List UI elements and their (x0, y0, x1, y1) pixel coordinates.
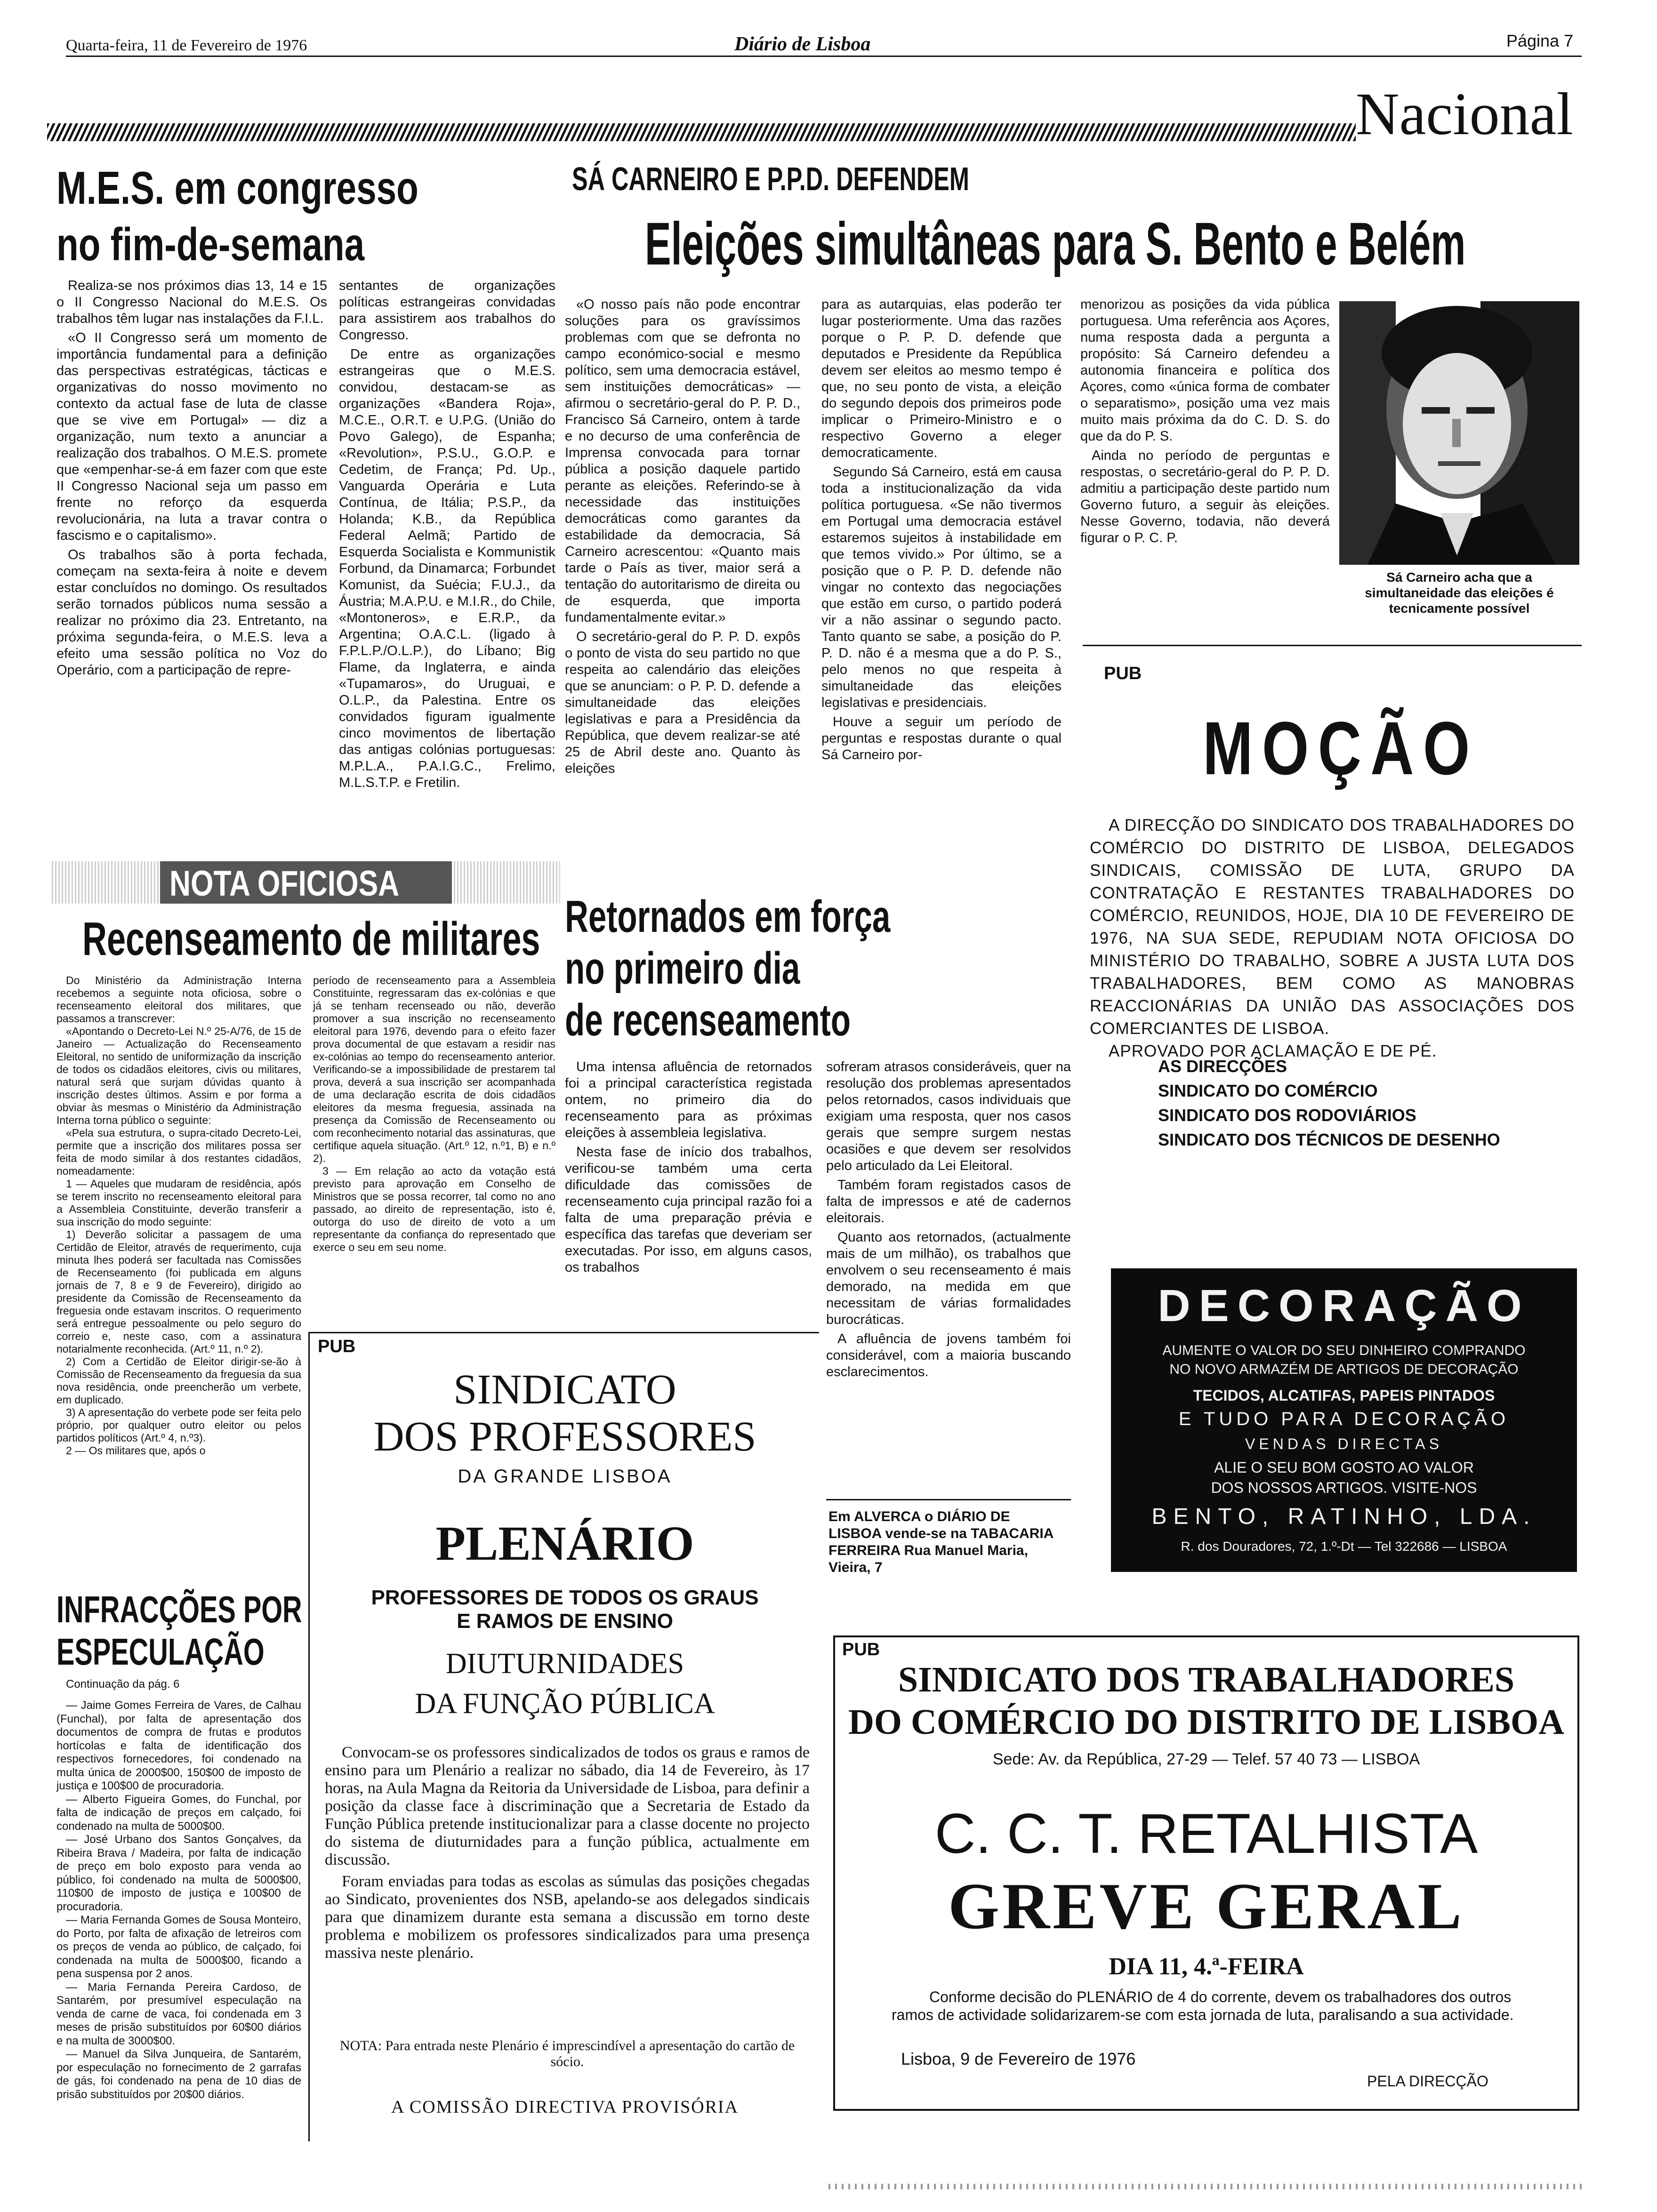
greve-sign: PELA DIRECÇÃO (1367, 2073, 1488, 2090)
prof-topic-2: DA FUNÇÃO PÚBLICA (415, 1688, 715, 1720)
sa-column-2 (821, 297, 1062, 766)
mes-title-line2: no fim-de-semana (56, 218, 365, 270)
masthead-date: Quarta-feira, 11 de Fevereiro de 1976 (66, 37, 307, 54)
masthead-rule (66, 56, 1582, 57)
greve-cct: C. C. T. RETALHISTA (934, 1802, 1478, 1865)
prof-pub-label: PUB (318, 1337, 356, 1356)
infraccoes-title-line1: INFRACÇÕES POR (56, 1588, 302, 1630)
mocao-signer: AS DIRECÇÕES (1158, 1057, 1287, 1076)
retornados-column-1 (565, 1059, 812, 1279)
mes-paragraph: sentantes de organizações políticas estrangeiras convidadas para assistirem aos trabalhos do Congresso. (339, 278, 555, 343)
decoracao-line-6: ALIE O SEU BOM GOSTO AO VALOR (1214, 1459, 1474, 1476)
nota-paragraph: «Apontando o Decreto-Lei N.º 25-A/76, de 15 de Janeiro — Actualização do Recenseamento Eleitoral, no sentido de uniformização da inscrição de todos os cidadãos eleitores, civis ou militares, natural será que surjam dúvidas quanto à inscrição destes últimos. Assim e por forma a obviar às mesmas o Ministério da Administração Interna torna público o seguinte: (56, 1025, 301, 1126)
retornados-paragraph: sofreram atrasos consideráveis, quer na resolução dos problemas apresentados pelos retornados, casos individuais que exigiam uma resposta, quer nos casos gerais que sempre surgem nestas ocasiões e que devem ser resolvidos pelo articulado da Lei Eleitoral. (826, 1059, 1071, 1173)
retornados-paragraph: Quanto aos retornados, (actualmente mais de um milhão), os trabalhos que envolvem o seu recenseamento é mais demorado, na medida em que necessitam de várias formalidades burocráticas. (826, 1230, 1071, 1327)
infraccoes-body (56, 1699, 301, 2101)
mes-column-2 (339, 278, 555, 794)
nota-column-1 (56, 974, 301, 1457)
prof-title-1: SINDICATO (453, 1366, 676, 1413)
prof-line-1: PROFESSORES DE TODOS OS GRAUS (371, 1586, 759, 1609)
alverca-top-rule (826, 1499, 1071, 1500)
mocao-pub-label: PUB (1104, 664, 1142, 683)
greve-ad (833, 1635, 1579, 2111)
mocao-signer: SINDICATO DOS RODOVIÁRIOS (1158, 1106, 1416, 1125)
mocao-signers (1158, 1054, 1500, 1152)
prof-topic-1: DIUTURNIDADES (445, 1648, 684, 1680)
prof-body (325, 1744, 810, 1962)
greve-title: GREVE GERAL (948, 1870, 1464, 1943)
nota-title: Recenseamento de militares (82, 913, 540, 965)
decoracao-address: R. dos Douradores, 72, 1.º-Dt — Tel 322686 — LISBOA (1181, 1539, 1507, 1554)
mes-paragraph: Os trabalhos são à porta fechada, começam na sexta-feira à noite e devem estar concluídos no domingo. Os resultados serão tornados públicos numa sessão a realizar no próximo dia 23. Entretanto, na próxima segunda-feira, o M.E.S. leva a efeito uma sessão política no Voz do Operário, com a participação de repre- (56, 547, 327, 678)
prof-line-2: E RAMOS DE ENSINO (457, 1610, 673, 1633)
nota-paragraph: 3 — Em relação ao acto da votação está previsto para aprovação em Conselho de Ministros que se possa recorrer, tal como no ano passado, ao direito de representação, isto é, outorga do uso de direito de voto a um representante da confiança do representado que exerce o seu em seu nome. (313, 1165, 555, 1253)
nota-paragraph: «Pela sua estrutura, o supra-citado Decreto-Lei, permite que a inscrição dos militares possa ser feita de modo similar à dos restantes cidadãos, nomeadamente: (56, 1127, 301, 1177)
prof-plenario: PLENÁRIO (435, 1516, 694, 1571)
infraccoes-paragraph: — Manuel da Silva Junqueira, de Santarém, por especulação no fornecimento de 2 garrafas de gás, foi condenado na pena de 10 dias de prisão substituídos por 20$00 diários. (56, 2048, 301, 2101)
nota-paragraph: Do Ministério da Administração Interna recebemos a seguinte nota oficiosa, sobre o recenseamento eleitoral dos militares, que passamos a transcrever: (56, 974, 301, 1025)
decoracao-title: DECORAÇÃO (1158, 1281, 1530, 1331)
infraccoes-paragraph: — Alberto Figueira Gomes, do Funchal, por falta de indicação de preços em calçado, foi condenado na multa de 5000$00. (56, 1793, 301, 1833)
mocao-signer: SINDICATO DOS TÉCNICOS DE DESENHO (1158, 1130, 1500, 1149)
sa-carneiro-photo (1339, 301, 1579, 565)
sa-paragraph: para as autarquias, elas poderão ter lugar posteriormente. Uma das razões porque o P. P. D. defende que deputados e Presidente da República devem ser eleitos ao mesmo tempo é que, no seu ponto de vista, a eleição do segundo depois dos primeiros pode implicar o Primeiro-Ministro e o respectivo Governo a eleger democraticamente. (821, 297, 1062, 460)
prof-body-paragraph: Convocam-se os professores sindicalizados de todos os graus e ramos de ensino para um Plenário a realizar no sábado, dia 14 de Fevereiro, às 17 horas, na Aula Magna da Reitoria da Universidade de Lisboa, para definir a posição da classe face à discriminação que a Secretaria de Estado da Função Pública pretende institucionalizar para a classe docente no projecto do sistema de diuturnidades para a função pública, actualmente em discussão. (325, 1744, 810, 1868)
sa-paragraph: O secretário-geral do P. P. D. expôs o ponto de vista do seu partido no que respeita ao calendário das eleições que se anunciam: o P. P. D. defende a simultaneidade das eleições legislativas e para a Presidência da República, que devem realizar-se até 25 de Abril deste ano. Quanto às eleições (565, 629, 800, 776)
decoracao-line-2: NO NOVO ARMAZÉM DE ARTIGOS DE DECORAÇÃO (1169, 1362, 1519, 1377)
greve-title-1: SINDICATO DOS TRABALHADORES (898, 1660, 1515, 1699)
mes-title-line1: M.E.S. em congresso (56, 162, 418, 214)
sa-photo-caption: Sá Carneiro acha que a simultaneidade das eleições é tecnicamente possível (1365, 570, 1554, 616)
infraccoes-paragraph: — Maria Fernanda Pereira Cardoso, de Santarém, por presumível especulação na venda de carne de vaca, foi condenada em 3 meses de prisão substituídos por 60$00 diários e na multa de 3000$00. (56, 1980, 301, 2047)
retornados-column-2 (826, 1059, 1071, 1383)
prof-sign: A COMISSÃO DIRECTIVA PROVISÓRIA (391, 2097, 739, 2117)
decoracao-line-4: E TUDO PARA DECORAÇÃO (1178, 1409, 1510, 1429)
mes-column-1 (56, 278, 327, 681)
nota-paragraph: 3) A apresentação do verbete pode ser feita pelo próprio, por qualquer outro eleitor ou pelos partidos políticos (Art.º 4, n.º3). (56, 1406, 301, 1444)
sa-paragraph: menorizou as posições da vida pública portuguesa. Uma referência aos Açores, numa resposta dada a pergunta a propósito: Sá Carneiro defendeu a autonomia financeira e política dos Açores, como «única forma de combater o separatismo», posição uma vez mais muito mais próxima da do C. D. S. do que da do P. S. (1080, 297, 1330, 444)
sa-paragraph: «O nosso país não pode encontrar soluções para os gravíssimos problemas com que se defronta no campo económico-social e mesmo político, sem uma democracia estável, sem instituições democráticas» — afirmou o secretário-geral do P. P. D., Francisco Sá Carneiro, ontem à tarde e no decurso de uma conferência de Imprensa convocada para tornar pública a posição daquele partido perante as eleições. Referindo-se à necessidade das instituições democráticas como garantes da estabilidade da democracia, Sá Carneiro acrescentou: «Quanto mais tarde o País as tiver, maior será a tentação do autoritarismo de direita ou de esquerda, que importa fundamentalmente evitar.» (565, 297, 800, 625)
greve-pub-label: PUB (842, 1640, 880, 1659)
masthead-paper: Diário de Lisboa (734, 33, 871, 55)
nota-paragraph: 1) Deverão solicitar a passagem de uma Certidão de Eleitor, através de requerimento, cuja minuta lhes poderá ser facultada nas Comissões de Recenseamento (foi publicada em alguns jornais de 7, 8 e 9 de Fevereiro), dirigido ao presidente da Comissão de Recenseamento da freguesia onde estavam inscritos. O requerimento será entregue pessoalmente ou pelo seguro do correio e, neste caso, com a assinatura notarialmente reconhecida. (Art.º 11, n.º 2). (56, 1228, 301, 1355)
decoracao-line-5: VENDAS DIRECTAS (1245, 1435, 1443, 1452)
infraccoes-paragraph: — Maria Fernanda Gomes de Sousa Monteiro, do Porto, por falta de afixação de letreiros com os preços de venda ao público, de calçado, foi condenada na multa de 5000$00, ficando a pena suspensa por 2 anos. (56, 1914, 301, 1980)
mocao-text: A DIRECÇÃO DO SINDICATO DOS TRABALHADORES DO COMÉRCIO DO DISTRITO DE LISBOA, DELEGADOS SINDICAIS, COMISSÃO DE LUTA, GRUPO DA CONTRATAÇÃO E RESTANTES TRABALHADORES DO COMÉRCIO, REUNIDOS, HOJE, DIA 10 DE FEVEREIRO DE 1976, NA SUA SEDE, REPUDIAM NOTA OFICIOSA DO MINISTÉRIO DO TRABALHO, SOBRE A JUSTA LUTA DOS TRABALHADORES, BEM COMO AS MANOBRAS REACCIONÁRIAS DA UNIÃO DAS ASSOCIAÇÕES DOS COMERCIANTES DE LISBOA. (1090, 816, 1575, 1038)
decoracao-name: BENTO, RATINHO, LDA. (1151, 1504, 1536, 1529)
infraccoes-title-line2: ESPECULAÇÃO (56, 1631, 265, 1673)
bottom-scan-strip (828, 2184, 1582, 2189)
greve-date: Lisboa, 9 de Fevereiro de 1976 (901, 2049, 1136, 2068)
retornados-title-line3: de recenseamento (565, 995, 851, 1045)
decoracao-line-7: DOS NOSSOS ARTIGOS. VISITE-NOS (1211, 1479, 1477, 1496)
section-hatch (47, 123, 1356, 141)
prof-nota: NOTA: Para entrada neste Plenário é imprescindível a apresentação do cartão de sócio. (339, 2038, 795, 2069)
prof-left-rule (308, 1332, 310, 2141)
sa-title: Eleições simultâneas para S. Bento e Belém (645, 210, 1466, 278)
mocao-approved: APROVADO POR ACLAMAÇÃO E DE PÉ. (1109, 1042, 1437, 1060)
retornados-title-line2: no primeiro dia (565, 943, 800, 994)
mocao-body (1090, 814, 1575, 1063)
infraccoes-paragraph: — Jaime Gomes Ferreira de Vares, de Calhau (Funchal), por falta de apresentação dos documentos de compra de frutas e produtos hortícolas e falta de identificação dos respectivos fornecedores, foi condenado na multa única de 2000$00, 150$00 de imposto de justiça e 100$00 de procuradoria. (56, 1699, 301, 1792)
infraccoes-continuation: Continuação da pág. 6 (66, 1678, 180, 1691)
sa-kicker: SÁ CARNEIRO E P.P.D. DEFENDEM (572, 160, 969, 197)
nota-banner: NOTA OFICIOSA (169, 864, 400, 904)
prof-body-paragraph: Foram enviadas para todas as escolas as súmulas das posições chegadas ao Sindicato, provenientes dos NSB, apelando-se aos delegados sindicais para que dinamizem durante esta semana a discussão em torno deste problema e mobilizem os professores sindicalizados para uma presença massiva neste plenário. (325, 1873, 810, 1962)
mes-paragraph: «O II Congresso será um momento de importância fundamental para a definição das perspectivas estratégicas, tácticas e organizativas do nosso movimento no contexto da actual fase de luta de classe que se vive em Portugal» — diz a organização, num texto a anunciar a realização dos trabalhos. O M.E.S. promete que «empenhar-se-á em fazer com que este II Congresso Nacional seja um passo em frente no reforço da esquerda revolucionária, na luta a travar contra o fascismo e o capitalismo». (56, 330, 327, 543)
mocao-signer: SINDICATO DO COMÉRCIO (1158, 1081, 1378, 1100)
greve-body: Conforme decisão do PLENÁRIO de 4 do corrente, devem os trabalhadores dos outros ramos de actividade solidarizarem-se com esta jornada de luta, paralisando a sua actividade. (892, 1988, 1514, 2023)
retornados-paragraph: Também foram registados casos de falta de impressos e até de cadernos eleitorais. (826, 1178, 1071, 1226)
prof-subtitle: DA GRANDE LISBOA (458, 1466, 672, 1487)
decoracao-ad (1111, 1268, 1577, 1572)
mocao-title: MOÇÃO (1203, 706, 1479, 790)
greve-dia: DIA 11, 4.ª-FEIRA (1109, 1953, 1304, 1980)
sa-paragraph: Segundo Sá Carneiro, está em causa toda a institucionalização da vida política portuguesa. «Se não tivermos em Portugal uma democracia estável estaremos sujeitos à instabilidade em que temos vivido.» Por último, se a posição que o P. P. D. defende não vingar no contexto das negociações que estão em curso, o partido poderá vir a não assinar o segundo pacto. Tanto quanto se sabe, a posição do P. P. D. não é a mesma que a do P. S., pelo menos no que respeita à simultaneidade das eleições legislativas e presidenciais. (821, 465, 1062, 710)
mes-paragraph: De entre as organizações estrangeiras que o M.E.S. convidou, destacam-se as organizações «Bandera Roja», M.C.E., O.R.T. e U.P.G. (União do Povo Galego), de Espanha; «Revolution», P.S.U., G.O.P. e Cedetim, de França; Pd. Up., Vanguarda Operária e Luta Contínua, de Itália; P.S.P., da Holanda; K.B., da República Federal Aelmã; Partido de Esquerda Socialista e Kommunistik Forbund, da Dinamarca; Forbundet Komunist, da Suécia; F.U.J., da Áustria; M.A.P.U. e M.I.R., do Chile, «Montoneros», e E.R.P., da Argentina; O.A.C.L. (ligado à F.P.L.P./O.L.P.), do Líbano; Big Flame, da Inglaterra, e ainda «Tupamaros», do Uruguai, e O.L.P., da Palestina. Entre os convidados figuram igualmente cinco movimentos de libertação das antigas colónias portuguesas: M.P.L.A., P.A.I.G.C., Frelimo, M.L.S.T.P. e Fretilin. (339, 347, 555, 790)
greve-title-2: DO COMÉRCIO DO DISTRITO DE LISBOA (848, 1702, 1564, 1742)
sa-column-1 (565, 297, 800, 780)
decoracao-line-1: AUMENTE O VALOR DO SEU DINHEIRO COMPRANDO (1162, 1343, 1526, 1358)
sa-paragraph: Ainda no período de perguntas e respostas, o secretário-geral do P. P. D. admitiu a participação deste partido num Governo futuro, a seguir às eleições. Nesse Governo, todavia, não deverá figurar o P. C. P. (1080, 448, 1330, 545)
retornados-paragraph: Uma intensa afluência de retornados foi a principal característica registada ontem, no primeiro dia do recenseamento para as próximas eleições à assembleia legislativa. (565, 1059, 812, 1140)
sa-column-3 (1080, 297, 1330, 549)
nota-column-2 (313, 974, 555, 1254)
prof-top-rule (308, 1332, 819, 1333)
greve-sede: Sede: Av. da República, 27-29 — Telef. 57 40 73 — LISBOA (992, 1750, 1420, 1768)
retornados-paragraph: A afluência de jovens também foi considerável, com a maioria buscando esclarecimentos. (826, 1331, 1071, 1379)
nota-paragraph: 2 — Os militares que, após o (66, 1444, 206, 1457)
retornados-title-line1: Retornados em força (565, 891, 891, 942)
mes-paragraph: Realiza-se nos próximos dias 13, 14 e 15 o II Congresso Nacional do M.E.S. Os trabalhos têm lugar nas instalações da F.I.L. (56, 278, 327, 326)
alverca-notice: Em ALVERCA o DIÁRIO DE LISBOA vende-se na TABACARIA FERREIRA Rua Manuel Maria, Vieira, 7 (828, 1509, 1054, 1575)
masthead-page: Página 7 (1506, 31, 1574, 50)
prof-title-2: DOS PROFESSORES (373, 1413, 756, 1460)
mocao-top-rule (1083, 645, 1582, 646)
section-title: Nacional (1356, 80, 1573, 147)
sa-paragraph: Houve a seguir um período de perguntas e respostas durante o qual Sá Carneiro por- (821, 714, 1062, 762)
nota-paragraph: 2) Com a Certidão de Eleitor dirigir-se-ão à Comissão de Recenseamento da freguesia da sua nova residência, onde preencherão um verbete, em duplicado. (56, 1355, 301, 1406)
nota-paragraph: 1 — Aqueles que mudaram de residência, após se terem inscrito no recenseamento eleitoral para a Assembleia Constituinte, deverão transferir a sua inscrição do modo seguinte: (56, 1178, 301, 1228)
decoracao-line-3: TECIDOS, ALCATIFAS, PAPEIS PINTADOS (1193, 1387, 1495, 1404)
nota-paragraph: período de recenseamento para a Assembleia Constituinte, regressaram das ex-colónias e que já se tenham recenseado ou não, deverão promover a sua inscrição no recenseamento eleitoral para 1976, devendo para o efeito fazer prova documental de que estavam a residir nas ex-colónias ao tempo do recenseamento anterior. Verificando-se a impossibilidade de prestarem tal prova, deverá a sua inscrição ser acompanhada de uma declaração escrita de dois cidadãos eleitores da mesma freguesia, assinada na presença da Comissão de Recenseamento ou com reconhecimento notarial das assinaturas, que certifique aquela situação. (Art.º 12, n.º1, B) e n.º 2). (313, 974, 555, 1164)
infraccoes-paragraph: — José Urbano dos Santos Gonçalves, da Ribeira Brava / Madeira, por falta de indicação de preço em bolo exposto para venda ao público, foi condenado na multa de 5000$00, 110$00 de imposto de justiça e 100$00 de procuradoria. (56, 1833, 301, 1913)
retornados-paragraph: Nesta fase de início dos trabalhos, verificou-se também uma certa dificuldade das comissões de recenseamento cuja principal razão foi a falta de uma preparação prévia e específica das tarefas que deveriam ser executadas. Por isso, em alguns casos, os trabalhos (565, 1145, 812, 1275)
